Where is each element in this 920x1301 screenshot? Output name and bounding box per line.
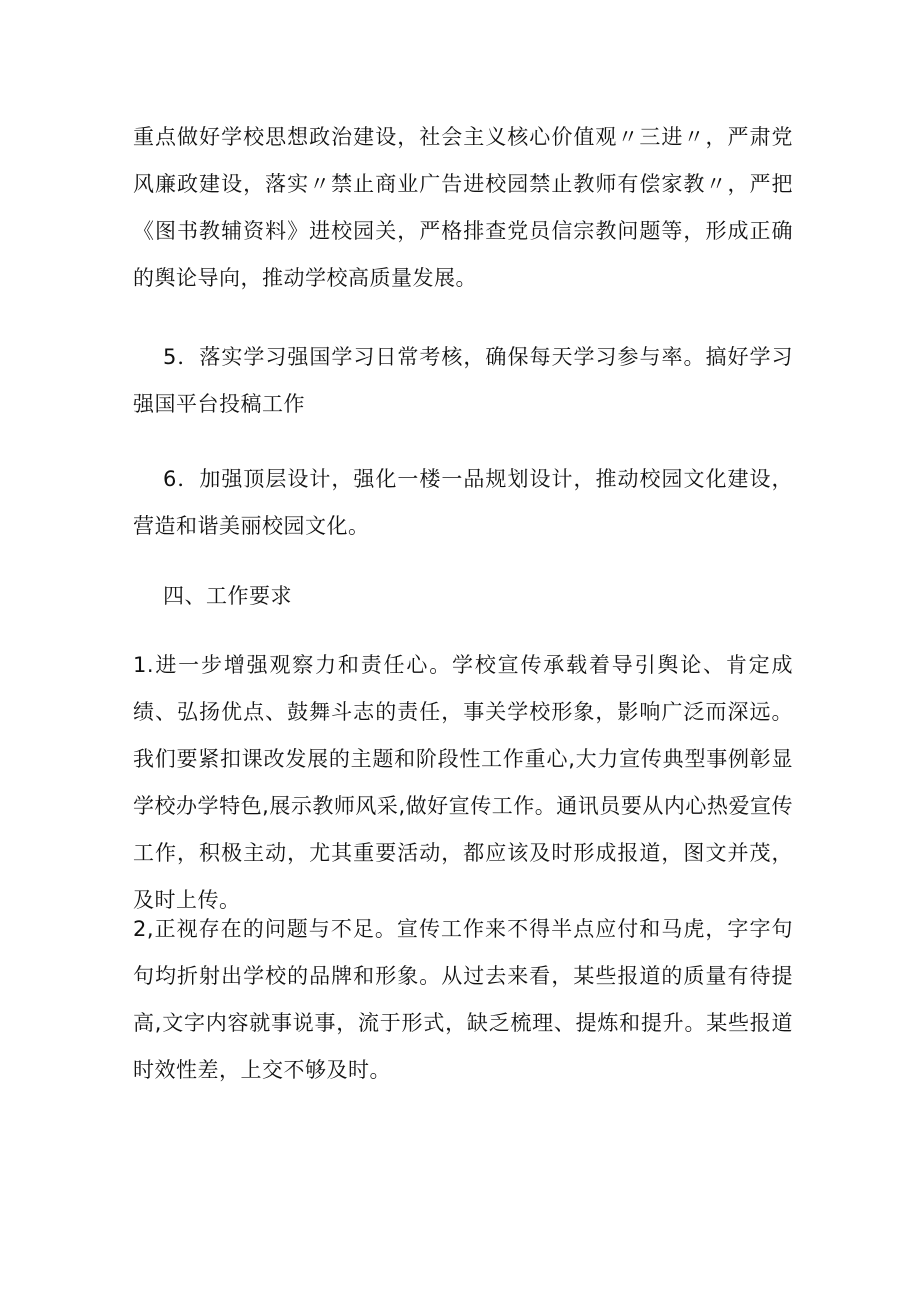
paragraph-item-5: 5．落实学习强国学习日常考核，确保每天学习参与率。搞好学习强国平台投稿工作 [133, 345, 793, 416]
paragraph-requirement-2: 2,正视存在的问题与不足。宣传工作来不得半点应付和马虎，字字句句均折射出学校的品牌和形象。从过去来看，某些报道的质量有待提高,文字内容就事说事，流于形式，缺乏梳理、提炼和提升。某些报道时效性差，上交不够及时。 [133, 917, 793, 1082]
paragraph-requirement-1: 1.进一步增强观察力和责任心。学校宣传承载着导引舆论、肯定成绩、弘扬优点、鼓舞斗志的责任，事关学校形象，影响广泛而深远。我们要紧扣课改发展的主题和阶段性工作重心,大力宣传典型事例彰显学校办学特色,展示教师风采,做好宣传工作。通讯员要从内心热爱宣传工作，积极主动，尤其重要活动，都应该及时形成报道，图文并茂，及时上传。 [133, 653, 793, 912]
paragraph-political-construction: 重点做好学校思想政治建设，社会主义核心价值观〃三进〃，严肃党风廉政建设，落实〃禁止商业广告进校园禁止教师有偿家教〃，严把《图书教辅资料》进校园关，严格排查党员信宗教问题等，形成正确的舆论导向，推动学校高质量发展。 [133, 125, 793, 290]
paragraph-item-6: 6．加强顶层设计，强化一楼一品规划设计，推动校园文化建设，营造和谐美丽校园文化。 [133, 467, 793, 538]
section-heading-work-requirements: 四、工作要求 [163, 584, 292, 608]
